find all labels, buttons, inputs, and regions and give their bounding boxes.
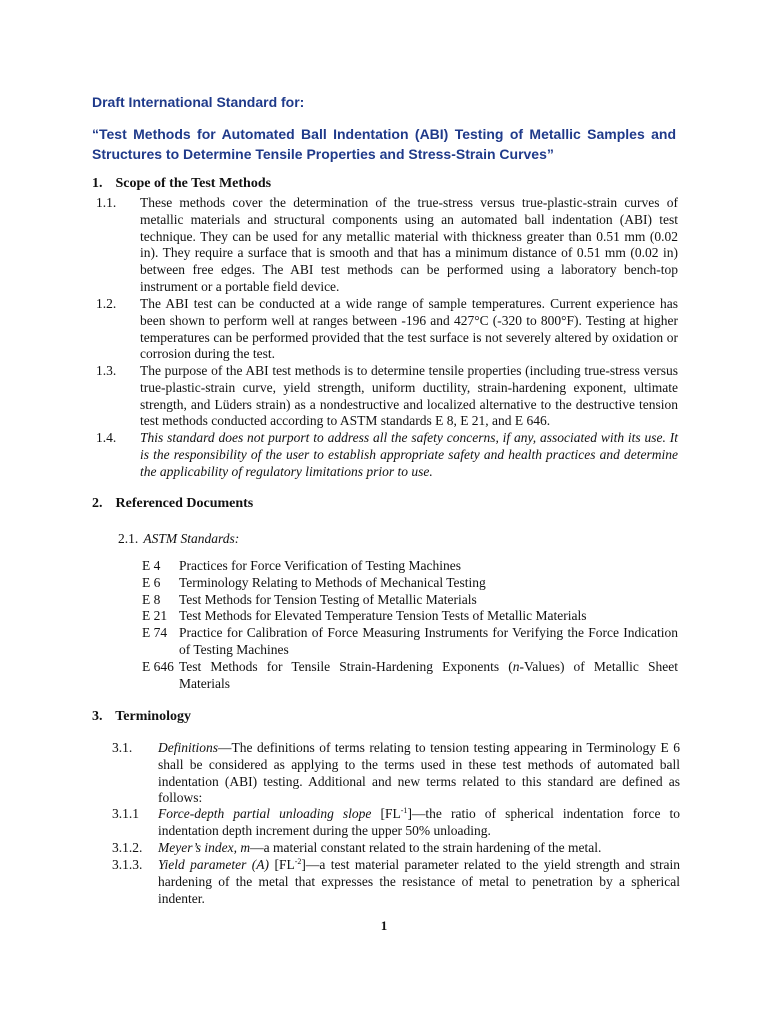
term: Force-depth partial unloading slope — [158, 806, 372, 821]
standard-code: E 4 — [142, 558, 161, 573]
item-text: The ABI test can be conducted at a wide range of sample temperatures. Current experience has been shown to perform well at ranges between -196 and 427°C (-320 to 800°F). Testing at higher temperatures can be performed provided that the test surface is not severely altered by oxidation or corrosion during the test. — [140, 296, 678, 362]
standard-code: E 646 — [142, 658, 174, 674]
astm-standards-heading — [118, 530, 239, 547]
item-text — [158, 840, 680, 857]
item-text — [158, 806, 680, 840]
section-1-heading — [92, 175, 271, 192]
page-number: 1 — [380, 918, 388, 933]
item-number: 1.4. — [96, 430, 117, 445]
units-exponent: -1 — [400, 806, 408, 815]
standard-title-italic: n — [512, 658, 520, 674]
section-title: Referenced Documents — [115, 496, 254, 511]
section-3-heading — [92, 708, 191, 725]
subsection-title: ASTM Standards: — [143, 531, 240, 546]
standard-title: Practice for Calibration of Force Measuring Instruments for Verifying the Force Indication of Testing Machines — [179, 625, 678, 657]
standard-title — [179, 659, 678, 693]
units: [FL — [371, 806, 401, 821]
definition: ]—the ratio of spherical indentation force to indentation depth increment during the upper 50% unloading. — [158, 806, 681, 838]
list-item — [142, 592, 678, 609]
standard-title: Terminology Relating to Methods of Mechanical Testing — [179, 574, 486, 590]
item-number: 3.1.2. — [112, 840, 143, 855]
section-number: 1. — [92, 176, 103, 191]
terminology-item-3-1-3 — [112, 857, 680, 907]
scope-item-1-1 — [96, 195, 678, 296]
section-title: Scope of the Test Methods — [115, 176, 272, 191]
units: [FL — [269, 857, 295, 872]
section-number: 2. — [92, 496, 103, 511]
item-number: 1.1. — [96, 195, 117, 210]
standard-code: E 21 — [142, 608, 168, 624]
item-number: 1.2. — [96, 296, 117, 311]
subsection-number: 2.1. — [118, 531, 139, 546]
section-title: Terminology — [115, 709, 191, 724]
units-exponent: -2 — [294, 857, 302, 866]
section-2-heading — [92, 495, 253, 512]
scope-item-1-3 — [96, 363, 678, 430]
standard-code: E 6 — [142, 574, 161, 590]
terminology-item-3-1-2 — [112, 840, 680, 857]
item-text: These methods cover the determination of the true-stress versus true-plastic-strain curves of metallic materials and structural components using an automated ball indentation (ABI) test technique. They can be used for any metallic material with thickness greater than 0.51 mm (0.02 in). They require a surface that is smooth and that has a minimum distance of 0.51 mm (0.02 in) between free edges. The ABI test methods can be performed using a laboratory bench-top instrument or a portable field device. — [140, 195, 678, 294]
item-text — [158, 740, 680, 807]
item-number: 3.1.1 — [112, 806, 139, 821]
document-title: “Test Methods for Automated Ball Indentation (ABI) Testing of Metallic Samples and Structures to Determine Tensile Properties and Stress-Strain Curves” — [92, 126, 676, 162]
item-text: This standard does not purport to address all the safety concerns, if any, associated with its use. It is the responsibility of the user to establish appropriate safety and health practices and determine the applicability of regulatory limitations prior to use. — [140, 430, 678, 479]
standard-title-part: -Values) of Metallic Sheet Materials — [179, 658, 678, 691]
standard-title: Test Methods for Tension Testing of Metallic Materials — [179, 591, 477, 607]
terminology-item-3-1 — [112, 740, 680, 807]
item-number: 3.1. — [112, 740, 133, 755]
item-text — [158, 857, 680, 907]
definition: —The definitions of terms relating to tension testing appearing in Terminology E 6 shall be considered as applying to the terms used in these test methods of automated ball indentation (ABI) testing. Additional and new terms related to this standard are defined as follows: — [158, 740, 680, 806]
standards-list — [142, 558, 678, 692]
list-item — [142, 659, 678, 693]
term: Definitions — [158, 740, 218, 755]
scope-item-1-2 — [96, 296, 678, 363]
definition: —a material constant related to the strain hardening of the metal. — [250, 840, 602, 855]
definition: ]—a test material parameter related to the yield strength and strain hardening of the metal that expresses the resistance of metal to penetration by a spherical indenter. — [158, 857, 681, 906]
list-item — [142, 558, 678, 575]
term: Yield parameter (A) — [158, 857, 270, 872]
list-item — [142, 575, 678, 592]
list-item — [142, 608, 678, 625]
standard-title-part: Test Methods for Tensile Strain-Hardening Exponents ( — [179, 658, 513, 674]
terminology-item-3-1-1 — [112, 806, 680, 840]
standard-code: E 8 — [142, 591, 161, 607]
section-number: 3. — [92, 709, 103, 724]
scope-item-1-4 — [96, 430, 678, 480]
list-item — [142, 625, 678, 659]
standard-title: Test Methods for Elevated Temperature Tension Tests of Metallic Materials — [179, 608, 587, 624]
item-number: 3.1.3. — [112, 857, 143, 872]
standard-title: Practices for Force Verification of Testing Machines — [179, 558, 461, 573]
item-number: 1.3. — [96, 363, 117, 378]
item-text: The purpose of the ABI test methods is to determine tensile properties (including true-stress versus true-plastic-strain curve, yield strength, uniform ductility, strain-hardening exponent, ultimate strength, and Lüders strain) as a nondestructive and localized alternative to the destructive tension test methods conducted according to ASTM standards E 8, E 21, and E 646. — [140, 363, 678, 429]
draft-label: Draft International Standard for: — [92, 94, 305, 110]
term: Meyer’s index, m — [158, 840, 251, 855]
standard-code: E 74 — [142, 625, 168, 641]
